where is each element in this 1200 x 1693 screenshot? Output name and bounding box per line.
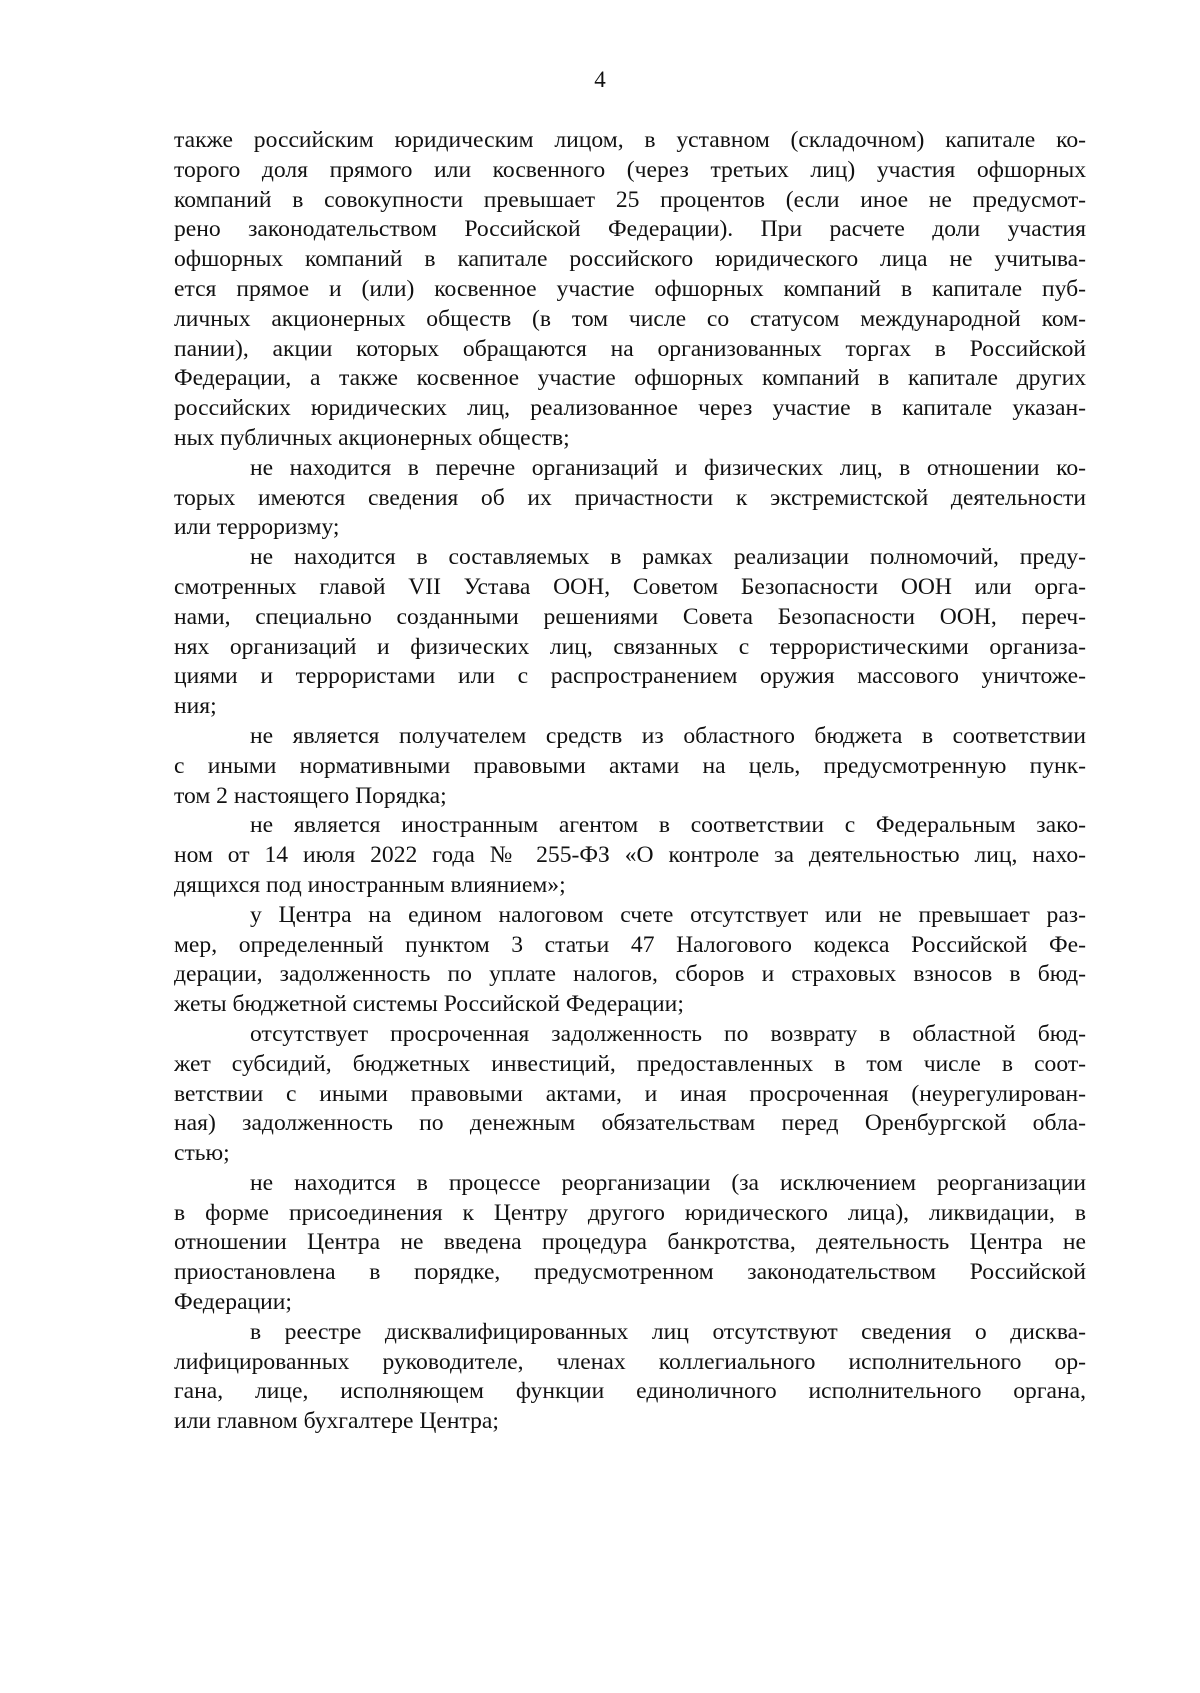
text-line: мер, определенный пунктом 3 статьи 47 Налогового кодекса Российской Фе-: [174, 931, 1086, 958]
paragraph-first-line: у Центра на едином налоговом счете отсутствует или не превышает раз-: [250, 901, 1086, 928]
text-line: ная) задолженность по денежным обязательствам перед Оренбургской обла-: [174, 1110, 1086, 1137]
text-line: нами, специально созданными решениями Совета Безопасности ООН, переч-: [174, 603, 1086, 630]
text-line: нях организаций и физических лиц, связанных с террористическими организа-: [174, 633, 1086, 660]
text-line: дерации, задолженность по уплате налогов, сборов и страховых взносов в бюд-: [174, 961, 1086, 988]
text-line: циями и террористами или с распространением оружия массового уничтоже-: [174, 663, 1086, 690]
text-line: Федерации;: [174, 1289, 292, 1316]
text-line: лифицированных руководителе, членах коллегиального исполнительного ор-: [174, 1348, 1086, 1375]
text-line: торых имеются сведения об их причастности к экстремистской деятельности: [174, 484, 1086, 511]
text-line: пании), акции которых обращаются на организованных торгах в Российской: [174, 335, 1086, 362]
paragraph-first-line: не находится в перечне организаций и физических лиц, в отношении ко-: [250, 454, 1086, 481]
text-line: личных акционерных обществ (в том числе со статусом международной ком-: [174, 305, 1086, 332]
text-line: ется прямое и (или) косвенное участие офшорных компаний в капитале пуб-: [174, 275, 1086, 302]
paragraph-first-line: не находится в процессе реорганизации (за исключением реорганизации: [250, 1169, 1086, 1196]
text-line: ных публичных акционерных обществ;: [174, 424, 570, 451]
text-line: смотренных главой VII Устава ООН, Советом Безопасности ООН или орга-: [174, 573, 1086, 600]
text-line: или главном бухгалтере Центра;: [174, 1408, 499, 1435]
text-line: с иными нормативными правовыми актами на цель, предусмотренную пунк-: [174, 752, 1086, 779]
text-line: также российским юридическим лицом, в уставном (складочном) капитале ко-: [174, 127, 1086, 153]
text-line: в форме присоединения к Центру другого юридического лица), ликвидации, в: [174, 1199, 1086, 1226]
text-line: компаний в совокупности превышает 25 процентов (если иное не предусмот-: [174, 186, 1086, 213]
page-number: 4: [594, 67, 606, 92]
text-line: ния;: [174, 693, 217, 720]
text-line: жеты бюджетной системы Российской Федерации;: [174, 991, 684, 1018]
text-line: приостановлена в порядке, предусмотренном законодательством Российской: [174, 1259, 1086, 1286]
paragraph-first-line: отсутствует просроченная задолженность по возврату в областной бюд-: [250, 1020, 1086, 1047]
text-line: ветствии с иными правовыми актами, и иная просроченная (неурегулирован-: [174, 1080, 1086, 1107]
text-line: гана, лице, исполняющем функции единоличного исполнительного органа,: [174, 1378, 1086, 1405]
paragraph-first-line: в реестре дисквалифицированных лиц отсутствуют сведения о дисква-: [250, 1318, 1086, 1345]
paragraph-first-line: не является получателем средств из областного бюджета в соответствии: [250, 722, 1086, 749]
document-body: [174, 126, 1086, 1437]
text-line: ном от 14 июля 2022 года № 255-ФЗ «О контроле за деятельностью лиц, нахо-: [174, 842, 1086, 869]
paragraph-first-line: не является иностранным агентом в соответствии с Федеральным зако-: [250, 812, 1086, 839]
text-line: том 2 настоящего Порядка;: [174, 782, 447, 809]
text-line: жет субсидий, бюджетных инвестиций, предоставленных в том числе в соот-: [174, 1050, 1086, 1077]
text-line: отношении Центра не введена процедура банкротства, деятельность Центра не: [174, 1229, 1086, 1256]
text-line: Федерации, а также косвенное участие офшорных компаний в капитале других: [174, 365, 1086, 392]
text-line: российских юридических лиц, реализованное через участие в капитале указан-: [174, 395, 1086, 422]
text-line: торого доля прямого или косвенного (через третьих лиц) участия офшорных: [174, 156, 1086, 183]
text-line: дящихся под иностранным влиянием»;: [174, 871, 566, 898]
text-line: или терроризму;: [174, 514, 340, 541]
text-line: стью;: [174, 1140, 230, 1167]
paragraph-first-line: не находится в составляемых в рамках реализации полномочий, преду-: [250, 544, 1086, 571]
text-line: рено законодательством Российской Федерации). При расчете доли участия: [174, 216, 1086, 243]
text-line: офшорных компаний в капитале российского юридического лица не учитыва-: [174, 246, 1086, 273]
